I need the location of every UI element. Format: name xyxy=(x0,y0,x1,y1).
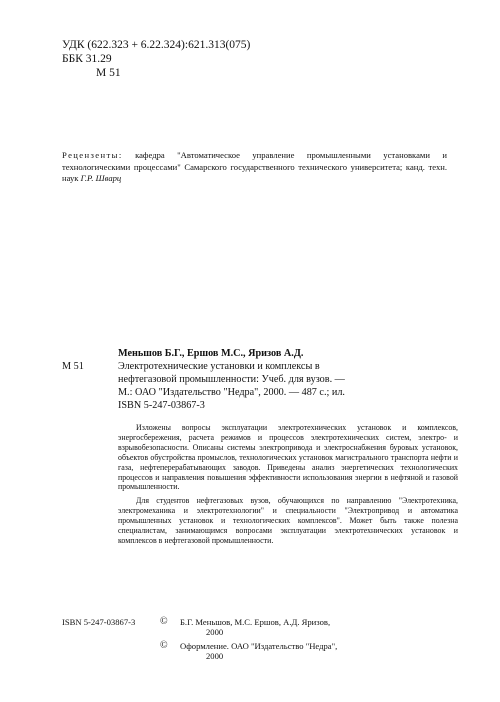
copyright-design-text: Оформление. ОАО "Издательство "Недра", xyxy=(180,641,338,651)
biblio-code: М 51 xyxy=(62,361,84,372)
annotation xyxy=(118,423,458,550)
copyright-design-year: 2000 xyxy=(206,651,224,662)
udk-code: УДК (622.323 + 6.22.324):621.313(075) xyxy=(62,39,251,51)
bbk-code: ББК 31.29 xyxy=(62,53,112,65)
reviewers-label: Рецензенты: xyxy=(62,150,123,160)
author-sign-code: М 51 xyxy=(96,67,121,79)
reviewer-person: Г.Р. Шварц xyxy=(80,173,122,184)
annotation-paragraph-2: Для студентов нефтегазовых вузов, обучающихся по направлению "Электротехника, электромеханика и электротехнологии" и специальности "Электропривод и автоматика промышленных установок и технологических комплексов". Может быть также полезна специалистам, занимающимся вопросами эксплуатации электротехнических установок и комплексов в нефтегазовой промышленности. xyxy=(118,496,458,545)
publication-line: М.: ОАО "Издательство "Недра", 2000. — 487 с.; ил. xyxy=(118,387,345,398)
bibliographic-record xyxy=(62,347,462,412)
title-line-2: нефтегазовой промышленности: Учеб. для вузов. — xyxy=(118,374,345,385)
title-line-1: Электротехнические установки и комплексы в xyxy=(118,361,320,372)
copyright-authors-year: 2000 xyxy=(206,627,224,638)
copyright-authors-text: Б.Г. Меньшов, М.С. Ершов, А.Д. Яризов, xyxy=(180,617,331,627)
copyright-symbol-2: © xyxy=(160,640,168,651)
isbn-bottom: ISBN 5-247-03867-3 xyxy=(62,617,136,627)
annotation-paragraph-1: Изложены вопросы эксплуатации электротехнических установок и комплексов, энергосбережения, расчета режимов и процессов электротехнических систем, электро- и взрывобезопасности. Описаны системы электропривода и электроснабжения буровых установок, объектов обустройства промыслов, технологических установок магистрального транспорта нефти и газа, нефтеперерабатывающих заводов. Приведены анализ энергетических технологических процессов и направления повышения эффективности использования энергии в нефтяной и газовой промышленности. xyxy=(118,423,458,492)
isbn-line: ISBN 5-247-03867-3 xyxy=(118,400,205,411)
copyright-authors xyxy=(160,617,460,638)
copyright-design xyxy=(160,641,460,662)
classification-block xyxy=(62,38,250,80)
biblio-title-row xyxy=(62,360,462,373)
reviewers-block xyxy=(62,150,447,185)
reviewers-text: кафедра "Автоматическое управление промышленными установками и технологическими процессами" Самарского государственного технического университета; канд. техн. наук xyxy=(62,150,447,184)
copyright-symbol-1: © xyxy=(160,616,168,627)
authors-heading: Меньшов Б.Г., Ершов М.С., Яризов А.Д. xyxy=(118,348,304,359)
